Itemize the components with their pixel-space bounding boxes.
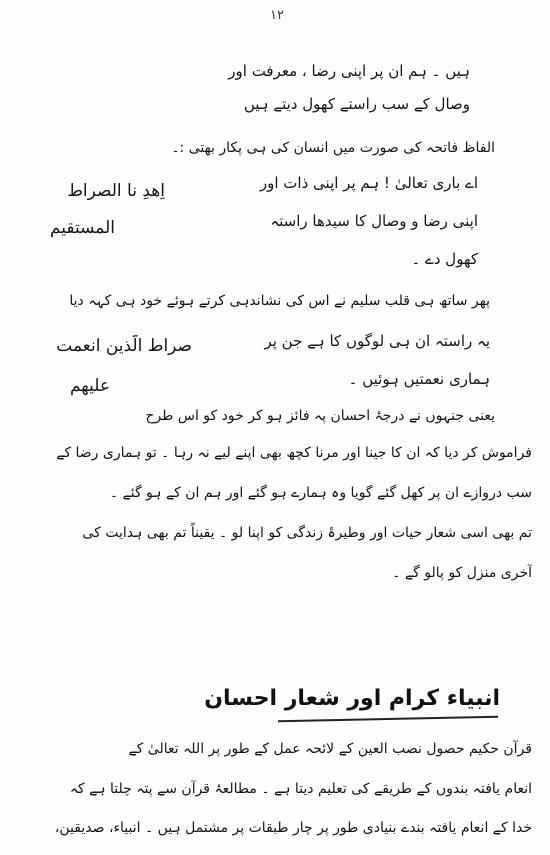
text-line: انعام یافتہ بندوں کے طریقے کی تعلیم دیتا ہے ۔ مطالعۂ قرآن سے پتہ چلتا ہے کہ xyxy=(69,781,532,797)
quran-verse-arabic: اِھدِ نا الصراط xyxy=(67,181,165,201)
verse-translation: یہ راستہ ان ہی لوگوں کا ہے جن پر xyxy=(264,332,490,350)
text-line: پھر ساتھ ہی قلب سلیم نے اس کی نشاندہی کرتے ہوئے خود ہی کہہ دیا xyxy=(69,293,490,309)
verse-translation: اے باری تعالیٰ ! ہم پر اپنی ذات اور xyxy=(259,174,478,192)
text-line: وصال کے سب راستے کھول دیتے ہیں xyxy=(243,95,470,113)
text-line: تم بھی اسی شعار حیات اور وطیرۂ زندگی کو اپنا لو ۔ یقیناً تم بھی ہدایت کی xyxy=(82,525,532,541)
quran-verse-arabic: المستقیم xyxy=(49,218,115,238)
text-line: سب دروازے ان پر کھل گئے گویا وہ ہمارے ہو گئے اور ہم ان کے ہو گئے ۔ xyxy=(109,485,532,501)
text-line: فراموش کر دیا کہ ان کا جینا اور مرنا کچھ بھی اپنے لیے نہ رہا ۔ تو ہماری رضا کے xyxy=(56,445,532,461)
text-line: خدا کے انعام یافتہ بندے بنیادی طور پر چار طبقات پر مشتمل ہیں ۔ انبیاء، صدیقین، xyxy=(54,820,532,836)
quran-verse-arabic: صراط الّذین انعمت xyxy=(56,336,192,356)
text-line: یعنی جنہوں نے درجۂ احسان پہ فائز ہو کر خود کو اس طرح xyxy=(145,408,495,424)
text-line: آخری منزل کو پالو گے ۔ xyxy=(392,565,532,581)
page-number: ۱۲ xyxy=(270,8,284,23)
section-heading: انبیاء کرام اور شعار احسان xyxy=(204,686,500,711)
text-line: الفاظ فاتحہ کی صورت میں انسان کی ہی پکار بھتی :۔ xyxy=(171,140,495,156)
text-line: ہیں ۔ ہم ان پر اپنی رضا ، معرفت اور xyxy=(228,62,470,80)
quran-verse-arabic: علیھم xyxy=(69,376,110,396)
text-line: قرآن حکیم حصول نصب العین کے لائحہ عمل کے طور پر اللہ تعالیٰ کے xyxy=(128,741,532,757)
verse-translation: اپنی رضا و وصال کا سیدھا راستہ xyxy=(270,212,478,230)
verse-translation: کھول دے ۔ xyxy=(411,250,478,268)
verse-translation: ہماری نعمتیں ہوئیں ۔ xyxy=(348,370,490,388)
